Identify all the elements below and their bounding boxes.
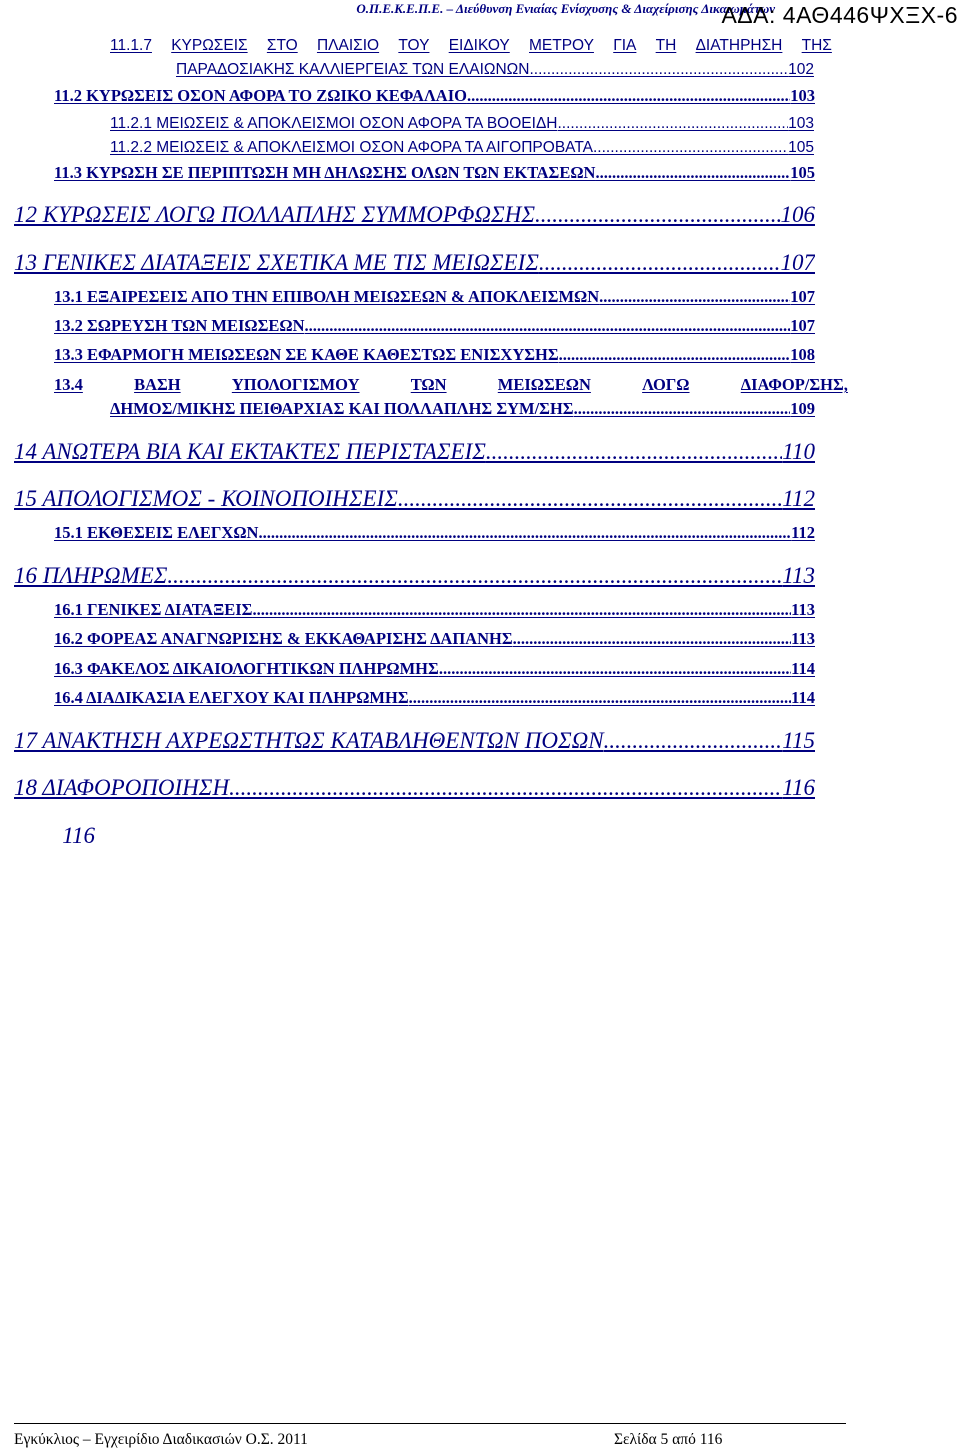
toc-entry-page: 114 [791,659,815,678]
toc-entry-title: 13.2 ΣΩΡΕΥΣΗ ΤΩΝ ΜΕΙΩΣΕΩΝ [54,316,305,335]
toc-entry-title: 16.2 ΦΟΡΕΑΣ ΑΝΑΓΝΩΡΙΣΗΣ & ΕΚΚΑΘΑΡΙΣΗΣ ΔΑΠΑΝΗΣ [54,629,513,648]
toc-entry-title: 13 ΓΕΝΙΚΕΣ ΔΙΑΤΑΞΕΙΣ ΣΧΕΤΙΚΑ ΜΕ ΤΙΣ ΜΕΙΩΣΕΙΣ [14,250,539,275]
toc-entry-page: 112 [782,486,815,511]
toc-entry-16-4[interactable] [54,688,815,708]
toc-entry-16-3[interactable] [54,659,815,679]
toc-entry-11-3[interactable] [54,163,815,183]
toc-entry-title: 16 ΠΛΗΡΩΜΕΣ [14,563,168,588]
toc-entry-18[interactable] [14,775,815,801]
toc-entry-title: 11.3 ΚΥΡΩΣΗ ΣΕ ΠΕΡΙΠΤΩΣΗ ΜΗ ΔΗΛΩΣΗΣ ΟΛΩΝ ΤΩΝ ΕΚΤΑΣΕΩΝ [54,163,596,182]
footer-document-title: Εγκύκλιος – Εγχειρίδιο Διαδικασιών Ο.Σ. 2011 [14,1431,308,1448]
toc-entry-title: 12 ΚΥΡΩΣΕΙΣ ΛΟΓΩ ΠΟΛΛΑΠΛΗΣ ΣΥΜΜΟΡΦΩΣΗΣ [14,202,535,227]
toc-entry-13-4-cont[interactable] [110,399,815,419]
toc-entry-title: 11.2.1 ΜΕΙΩΣΕΙΣ & ΑΠΟΚΛΕΙΣΜΟΙ ΟΣΟΝ ΑΦΟΡΑ ΤΑ ΒΟΟΕΙΔΗ [110,115,558,132]
toc-entry-page-only[interactable] [14,823,95,849]
toc-entry-page: 105 [790,163,815,182]
toc-entry-page: 116 [62,823,95,848]
toc-entry-page: 103 [788,115,814,132]
toc-entry-title: 13.3 ΕΦΑΡΜΟΓΗ ΜΕΙΩΣΕΩΝ ΣΕ ΚΑΘΕ ΚΑΘΕΣΤΩΣ ΕΝΙΣΧΥΣΗΣ [54,345,559,364]
toc-entry-11-2[interactable] [54,86,815,106]
toc-entry-title: 15.1 ΕΚΘΕΣΕΙΣ ΕΛΕΓΧΩΝ [54,523,259,542]
header-organization: Ο.Π.Ε.Κ.Ε.Π.Ε. – Διεύθυνση Ενιαίας Ενίσχυσης & Διαχείρισης Δικαιωμάτων [356,1,775,16]
toc-entry-12[interactable] [14,202,815,228]
toc-entry-title: 11.2.2 ΜΕΙΩΣΕΙΣ & ΑΠΟΚΛΕΙΣΜΟΙ ΟΣΟΝ ΑΦΟΡΑ ΤΑ ΑΙΓΟΠΡΟΒΑΤΑ [110,139,593,156]
toc-entry-page: 107 [790,316,815,335]
toc-entry-title: 13.1 ΕΞΑΙΡΕΣΕΙΣ ΑΠΟ ΤΗΝ ΕΠΙΒΟΛΗ ΜΕΙΩΣΕΩΝ & ΑΠΟΚΛΕΙΣΜΩΝ [54,287,600,306]
ada-stamp: ΑΔΑ: 4ΑΘ446ΨΧΞΧ-6 [721,2,958,28]
toc-entry-11-2-2[interactable] [110,139,814,157]
toc-entry-14[interactable] [14,439,815,465]
toc-entry-title: 16.3 ΦΑΚΕΛΟΣ ΔΙΚΑΙΟΛΟΓΗΤΙΚΩΝ ΠΛΗΡΩΜΗΣ [54,659,439,678]
toc-entry-page: 114 [791,688,815,707]
toc-entry-title: 14 ΑΝΩΤΕΡΑ ΒΙΑ ΚΑΙ ΕΚΤΑΚΤΕΣ ΠΕΡΙΣΤΑΣΕΙΣ [14,439,486,464]
toc-entry-13-4[interactable] [54,375,848,395]
footer-page-number: Σελίδα 5 από 116 [614,1431,723,1448]
toc-entry-page: 113 [782,563,815,588]
toc-entry-title: ΠΑΡΑΔΟΣΙΑΚΗΣ ΚΑΛΛΙΕΡΓΕΙΑΣ ΤΩΝ ΕΛΑΙΩΝΩΝ [176,61,530,78]
toc-entry-title: 18 ΔΙΑΦΟΡΟΠΟΙΗΣΗ [14,775,230,800]
toc-entry-15-1[interactable] [54,523,815,543]
toc-entry-title: 11.2 ΚΥΡΩΣΕΙΣ ΟΣΟΝ ΑΦΟΡΑ ΤΟ ΖΩΙΚΟ ΚΕΦΑΛΑΙΟ [54,86,467,105]
toc-entry-page: 115 [782,728,815,753]
toc-entry-11-1-7-cont[interactable] [176,61,814,79]
toc-entry-16-1[interactable] [54,600,815,620]
toc-entry-page: 107 [790,287,815,306]
toc-entry-title: ΔΗΜΟΣ/ΜΙΚΗΣ ΠΕΙΘΑΡΧΙΑΣ ΚΑΙ ΠΟΛΛΑΠΛΗΣ ΣΥΜ/ΣΗΣ [110,399,574,418]
toc-entry-16-2[interactable] [54,629,815,649]
toc-entry-title: 15 ΑΠΟΛΟΓΙΣΜΟΣ - ΚΟΙΝΟΠΟΙΗΣΕΙΣ [14,486,398,511]
toc-entry-13[interactable] [14,250,815,276]
toc-entry-title: 16.4 ΔΙΑΔΙΚΑΣΙΑ ΕΛΕΓΧΟΥ ΚΑΙ ΠΛΗΡΩΜΗΣ [54,688,409,707]
toc-entry-page: 112 [791,523,815,542]
toc-entry-13-2[interactable] [54,316,815,336]
toc-entry-13-1[interactable] [54,287,815,307]
toc-entry-11-1-7[interactable] [110,37,832,55]
toc-entry-title: 17 ΑΝΑΚΤΗΣΗ ΑΧΡΕΩΣΤΗΤΩΣ ΚΑΤΑΒΛΗΘΕΝΤΩΝ ΠΟΣΩΝ [14,728,604,753]
toc-entry-page: 113 [791,629,815,648]
toc-entry-page: 102 [788,61,814,78]
toc-entry-page: 108 [790,345,815,364]
toc-entry-page: 106 [780,202,815,227]
toc-entry-11-2-1[interactable] [110,115,814,133]
toc-entry-15[interactable] [14,486,815,512]
toc-entry-17[interactable] [14,728,815,754]
toc-entry-page: 105 [788,139,814,156]
toc-entry-line1: 13.4 ΒΑΣΗ ΥΠΟΛΟΓΙΣΜΟΥ ΤΩΝ ΜΕΙΩΣΕΩΝ ΛΟΓΩ ΔΙΑΦΟΡ/ΣΗΣ, [54,375,848,394]
toc-entry-page: 110 [782,439,815,464]
toc-entry-page: 103 [790,86,815,105]
toc-entry-line1: 11.1.7 ΚΥΡΩΣΕΙΣ ΣΤΟ ΠΛΑΙΣΙΟ ΤΟΥ ΕΙΔΙΚΟΥ ΜΕΤΡΟΥ ΓΙΑ ΤΗ ΔΙΑΤΗΡΗΣΗ ΤΗΣ [110,37,832,54]
footer-divider [14,1423,846,1424]
toc-entry-16[interactable] [14,563,815,589]
toc-entry-page: 116 [782,775,815,800]
toc-entry-page: 113 [791,600,815,619]
toc-entry-page: 107 [780,250,815,275]
toc-entry-13-3[interactable] [54,345,815,365]
toc-entry-page: 109 [790,399,815,418]
toc-entry-title: 16.1 ΓΕΝΙΚΕΣ ΔΙΑΤΑΞΕΙΣ [54,600,253,619]
page-header [0,0,960,28]
